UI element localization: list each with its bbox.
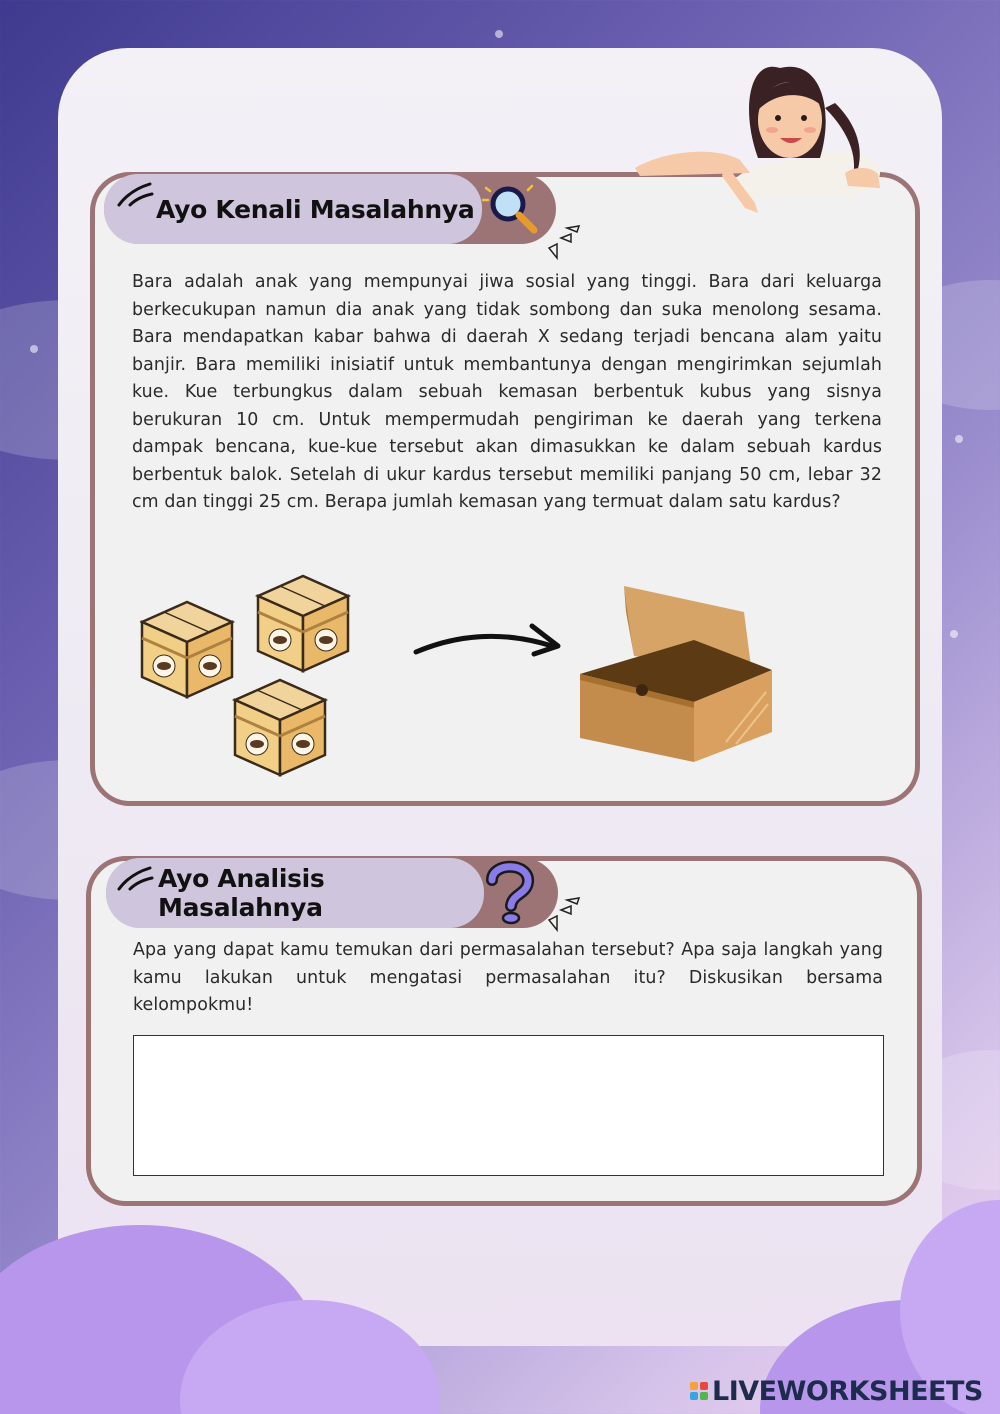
- section-title-2: Ayo Analisis Masalahnya: [106, 858, 484, 928]
- question-mark-icon: [484, 860, 536, 926]
- emphasis-marks-icon: [545, 894, 585, 936]
- background-star: [955, 435, 963, 443]
- arrow-icon: [412, 618, 564, 660]
- girl-illustration: [630, 48, 890, 218]
- swoosh-icon: [116, 864, 156, 892]
- brand-name: LIVEWORKSHEETS: [712, 1375, 983, 1407]
- emphasis-marks-icon: [545, 222, 585, 264]
- swoosh-icon: [116, 180, 156, 208]
- background-star: [950, 630, 958, 638]
- background-star: [30, 345, 38, 353]
- section-title-1: Ayo Kenali Masalahnya: [104, 174, 482, 244]
- answer-input-box[interactable]: [133, 1035, 884, 1176]
- magnifier-icon: [480, 178, 546, 240]
- liveworksheets-mark-icon: [690, 1382, 708, 1400]
- carton-box-illustration: [576, 582, 776, 764]
- cake-boxes-illustration: [140, 574, 355, 779]
- analysis-paragraph: Apa yang dapat kamu temukan dari permasalahan tersebut? Apa saja langkah yang kamu lakukan untuk mengatasi permasalahan itu? Diskusikan bersama kelompokmu!: [133, 940, 883, 1015]
- background-star: [495, 30, 503, 38]
- problem-paragraph: Bara adalah anak yang mempunyai jiwa sosial yang tinggi. Bara dari keluarga berkecukupan namun dia anak yang tidak sombong dan suka menolong sesama. Bara mendapatkan kabar bahwa di daerah X sedang terjadi bencana alam yaitu banjir. Bara memiliki inisiatif untuk membantunya dengan mengirimkan sejumlah kue. Kue terbungkus dalam sebuah kemasan berbentuk kubus yang sisnya berukuran 10 cm. Untuk mempermudah pengiriman ke daerah yang terkena dampak bencana, kue-kue tersebut akan dimasukkan ke dalam sebuah kardus berbentuk balok. Setelah di ukur kardus tersebut memiliki panjang 50 cm, lebar 32 cm dan tinggi 25 cm. Berapa jumlah kemasan yang termuat dalam satu kardus?: [132, 272, 882, 512]
- liveworksheets-logo: [690, 1374, 983, 1408]
